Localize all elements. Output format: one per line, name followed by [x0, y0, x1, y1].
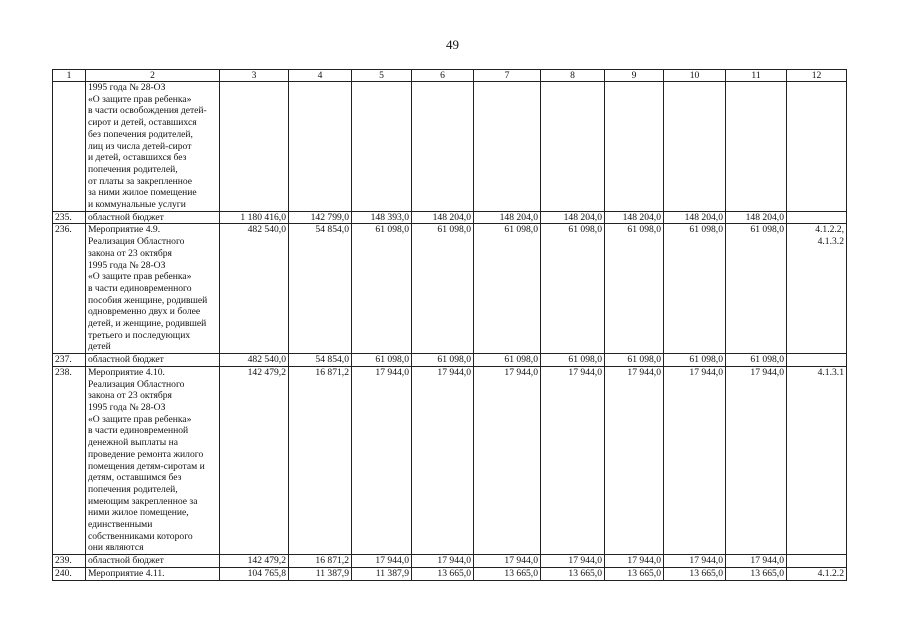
amount-cell [664, 82, 726, 212]
amount-cell: 17 944,0 [541, 366, 605, 554]
amount-cell: 13 665,0 [605, 567, 664, 580]
description-cell: областной бюджет [86, 211, 220, 224]
amount-cell [605, 82, 664, 212]
amount-cell: 16 871,2 [289, 555, 352, 568]
amount-cell: 61 098,0 [726, 224, 787, 354]
indicator-code-cell: 4.1.2.2, 4.1.3.2 [787, 224, 847, 354]
amount-cell: 17 944,0 [352, 366, 412, 554]
table-row [53, 555, 847, 568]
amount-cell: 17 944,0 [605, 366, 664, 554]
amount-cell: 61 098,0 [352, 224, 412, 354]
amount-cell: 148 393,0 [352, 211, 412, 224]
table-row [53, 211, 847, 224]
amount-cell: 17 944,0 [664, 555, 726, 568]
column-header: 9 [605, 70, 664, 82]
amount-cell: 17 944,0 [726, 366, 787, 554]
table-row [53, 354, 847, 367]
amount-cell: 1 180 416,0 [220, 211, 289, 224]
indicator-code-cell [787, 82, 847, 212]
table-header-row [53, 70, 847, 82]
indicator-code-cell: 4.1.2.2 [787, 567, 847, 580]
amount-cell: 11 387,9 [289, 567, 352, 580]
amount-cell: 61 098,0 [664, 354, 726, 367]
amount-cell: 17 944,0 [605, 555, 664, 568]
indicator-code-cell [787, 555, 847, 568]
amount-cell: 104 765,8 [220, 567, 289, 580]
amount-cell: 17 944,0 [352, 555, 412, 568]
amount-cell [541, 82, 605, 212]
column-header: 6 [412, 70, 474, 82]
amount-cell: 13 665,0 [664, 567, 726, 580]
budget-table [52, 69, 847, 581]
table-row [53, 82, 847, 212]
amount-cell: 61 098,0 [352, 354, 412, 367]
table-row [53, 567, 847, 580]
amount-cell: 17 944,0 [541, 555, 605, 568]
amount-cell: 142 799,0 [289, 211, 352, 224]
column-header: 2 [86, 70, 220, 82]
amount-cell: 17 944,0 [664, 366, 726, 554]
amount-cell [474, 82, 541, 212]
column-header: 7 [474, 70, 541, 82]
amount-cell: 148 204,0 [474, 211, 541, 224]
amount-cell: 13 665,0 [541, 567, 605, 580]
row-number-cell: 236. [53, 224, 86, 354]
amount-cell: 17 944,0 [726, 555, 787, 568]
amount-cell: 61 098,0 [605, 224, 664, 354]
row-number-cell [53, 82, 86, 212]
amount-cell: 142 479,2 [220, 555, 289, 568]
amount-cell: 13 665,0 [474, 567, 541, 580]
amount-cell: 16 871,2 [289, 366, 352, 554]
amount-cell [726, 82, 787, 212]
amount-cell [220, 82, 289, 212]
column-header: 8 [541, 70, 605, 82]
column-header: 1 [53, 70, 86, 82]
table-row [53, 224, 847, 354]
amount-cell: 61 098,0 [541, 224, 605, 354]
amount-cell: 61 098,0 [605, 354, 664, 367]
amount-cell: 61 098,0 [474, 354, 541, 367]
amount-cell: 11 387,9 [352, 567, 412, 580]
indicator-code-cell: 4.1.3.1 [787, 366, 847, 554]
amount-cell: 54 854,0 [289, 354, 352, 367]
column-header: 3 [220, 70, 289, 82]
amount-cell: 148 204,0 [605, 211, 664, 224]
amount-cell: 148 204,0 [726, 211, 787, 224]
page-number: 49 [446, 37, 459, 52]
amount-cell [412, 82, 474, 212]
description-cell: Мероприятие 4.9. Реализация Областного закона от 23 октября 1995 года № 28-ОЗ «О защите прав ребенка» в части единовременного пособия женщине, родившей одновременно двух и более детей, и женщине, родившей третьего и последующих детей [86, 224, 220, 354]
description-cell: Мероприятие 4.11. [86, 567, 220, 580]
amount-cell: 61 098,0 [664, 224, 726, 354]
row-number-cell: 240. [53, 567, 86, 580]
column-header: 11 [726, 70, 787, 82]
amount-cell: 13 665,0 [726, 567, 787, 580]
description-cell: областной бюджет [86, 354, 220, 367]
row-number-cell: 238. [53, 366, 86, 554]
amount-cell: 61 098,0 [541, 354, 605, 367]
amount-cell: 61 098,0 [412, 224, 474, 354]
amount-cell: 17 944,0 [474, 555, 541, 568]
description-cell: областной бюджет [86, 555, 220, 568]
row-number-cell: 237. [53, 354, 86, 367]
amount-cell: 17 944,0 [474, 366, 541, 554]
column-header: 12 [787, 70, 847, 82]
amount-cell: 482 540,0 [220, 354, 289, 367]
row-number-cell: 239. [53, 555, 86, 568]
amount-cell: 482 540,0 [220, 224, 289, 354]
row-number-cell: 235. [53, 211, 86, 224]
amount-cell: 148 204,0 [664, 211, 726, 224]
column-header: 5 [352, 70, 412, 82]
amount-cell: 17 944,0 [412, 555, 474, 568]
amount-cell: 61 098,0 [412, 354, 474, 367]
column-header: 10 [664, 70, 726, 82]
amount-cell: 142 479,2 [220, 366, 289, 554]
amount-cell: 61 098,0 [474, 224, 541, 354]
description-cell: 1995 года № 28-ОЗ «О защите прав ребенка» в части освобождения детей- сирот и детей, оставшихся без попечения родителей, лиц из числа детей-сирот и детей, оставшихся без попечения родителей, от платы за закрепленное за ними жилое помещение и коммунальные услуги [86, 82, 220, 212]
amount-cell [352, 82, 412, 212]
amount-cell: 13 665,0 [412, 567, 474, 580]
amount-cell: 148 204,0 [412, 211, 474, 224]
amount-cell: 17 944,0 [412, 366, 474, 554]
table-row [53, 366, 847, 554]
indicator-code-cell [787, 211, 847, 224]
amount-cell: 54 854,0 [289, 224, 352, 354]
amount-cell [289, 82, 352, 212]
description-cell: Мероприятие 4.10. Реализация Областного закона от 23 октября 1995 года № 28-ОЗ «О защите прав ребенка» в части единовременной денежной выплаты на проведение ремонта жилого помещения детям-сиротам и детям, оставшимся без попечения родителей, имеющим закрепленное за ними жилое помещение, единственными собственниками которого они являются [86, 366, 220, 554]
column-header: 4 [289, 70, 352, 82]
amount-cell: 61 098,0 [726, 354, 787, 367]
amount-cell: 148 204,0 [541, 211, 605, 224]
indicator-code-cell [787, 354, 847, 367]
